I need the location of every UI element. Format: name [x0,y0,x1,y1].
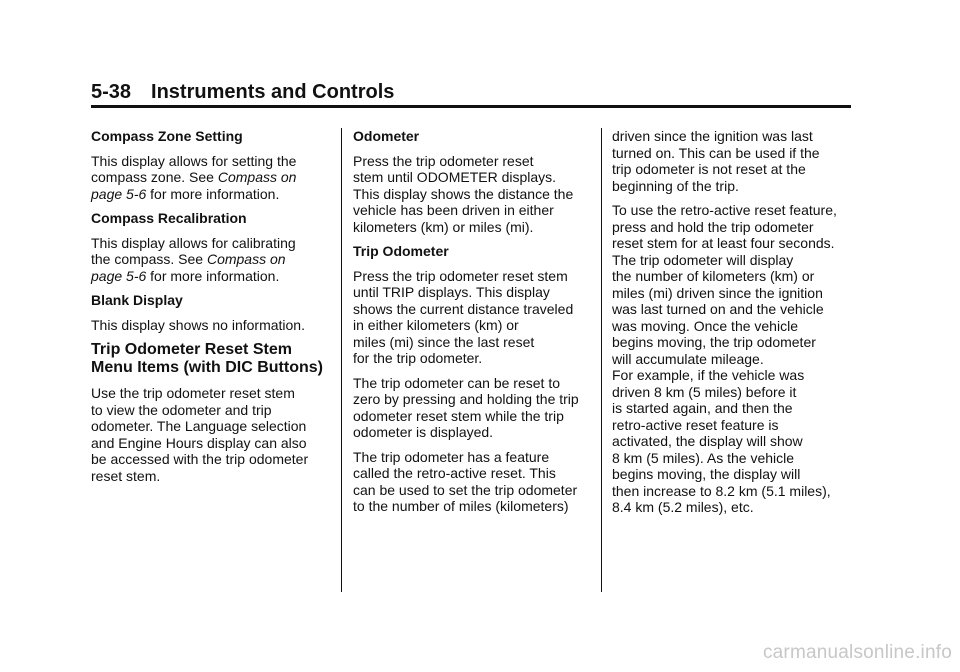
text-line: odometer is displayed. [353,424,494,440]
compass-page-link[interactable]: Compass on [206,251,286,267]
text-line: miles (mi) driven since the ignition [612,284,823,301]
text-line: begins moving, the trip odometer [612,334,816,350]
text-line: activated, the display will show [612,433,803,449]
text-line: odometer. The Language selection [91,418,307,434]
compass-zone-heading: Compass Zone Setting [91,128,243,144]
text-line: driven 8 km (5 miles) before it [612,383,797,400]
text-line: trip odometer is not reset at the [612,161,806,177]
odometer-text [353,153,593,236]
text-line: was last turned on and the vehicle [612,301,824,317]
text-line: The trip odometer can be reset to [353,374,560,391]
text-line: zero by pressing and holding the trip [353,391,579,407]
text-line: called the retro-active reset. This [353,465,556,481]
text-line: stem until ODOMETER displays. [353,169,557,185]
blank-display-heading: Blank Display [91,292,183,308]
trip-odometer-text-3 [353,449,593,515]
text-line: kilometers (km) or miles (mi). [353,218,534,235]
text-line: To use the retro-active reset feature, [612,202,837,218]
text-line: in either kilometers (km) or [353,317,519,333]
text-line: The trip odometer will display [612,251,794,268]
column-divider-1 [341,128,342,592]
text-line: Press the trip odometer reset stem [353,267,568,284]
text-line: odometer reset stem while the trip [353,407,564,424]
text-line: vehicle has been driven in either [353,202,554,218]
text-line: to view the odometer and trip [91,401,272,418]
text-line: be accessed with the trip odometer [91,451,309,467]
text-line: This display shows the distance the [353,185,574,202]
retro-reset-text-1 [612,128,856,194]
text-line: was moving. Once the vehicle [612,317,798,334]
text-line: beginning of the trip. [612,177,739,194]
text-line: press and hold the trip odometer [612,218,814,235]
text-line: to the number of miles (kilometers) [353,498,569,514]
column-3 [612,128,856,524]
compass-page-link[interactable]: page 5-6 [91,185,147,202]
column-divider-2 [601,128,602,592]
section-intro-text [91,385,331,484]
text-line: turned on. This can be used if the [612,144,820,161]
text-line: is started again, and then the [612,400,793,416]
text-line: the number of kilometers (km) or [612,268,815,284]
trip-odometer-heading: Trip Odometer [353,243,449,259]
column-1 [91,128,331,492]
compass-page-link[interactable]: page 5-6 [91,267,147,284]
section-heading: Trip Odometer Reset Stem Menu Items (with DIC Buttons) [91,341,323,376]
text-line: For example, if the vehicle was [612,367,805,383]
compass-zone-text [91,153,331,203]
retro-reset-text-2 [612,202,856,516]
text-line: This display allows for calibrating [91,234,296,251]
blank-display-text: This display shows no information. [91,316,305,333]
text-line: will accumulate mileage. [612,350,764,367]
text-line: compass zone. See Compass on [91,169,297,185]
text-line: retro-active reset feature is [612,416,779,433]
compass-recalibration-text [91,235,331,285]
text-line: 8 km (5 miles). As the vehicle [612,449,795,466]
text-line: The trip odometer has a feature [353,448,550,465]
text-line: until TRIP displays. This display [353,284,550,300]
text-line: and Engine Hours display can also [91,434,307,451]
text-line: shows the current distance traveled [353,300,574,317]
text-line: reset stem. [91,467,161,484]
page-header [91,80,851,108]
text-line: This display allows for setting the [91,152,297,169]
text-line: for the trip odometer. [353,350,483,366]
text-line: can be used to set the trip odometer [353,481,578,498]
compass-page-link[interactable]: Compass on [217,169,297,185]
text-line: driven since the ignition was last [612,128,813,144]
compass-recalibration-heading: Compass Recalibration [91,210,247,226]
text-line: Press the trip odometer reset [353,152,534,169]
text-line: page 5-6 for more information. [91,185,280,202]
trip-odometer-text-2 [353,375,593,441]
chapter-title: Instruments and Controls [151,81,395,103]
watermark: carmanualsonline.info [762,642,952,663]
trip-odometer-text-1 [353,268,593,367]
text-line: begins moving, the display will [612,466,801,482]
odometer-heading: Odometer [353,128,420,144]
text-line: Use the trip odometer reset stem [91,385,295,401]
text-line: then increase to 8.2 km (5.1 miles), [612,482,831,499]
page-number: 5-38 [91,81,132,103]
text-line: the compass. See Compass on [91,251,286,267]
column-2 [353,128,593,523]
text-line: page 5-6 for more information. [91,267,280,284]
text-line: 8.4 km (5.2 miles), etc. [612,499,754,515]
text-line: miles (mi) since the last reset [353,333,535,350]
text-line: reset stem for at least four seconds. [612,235,835,251]
